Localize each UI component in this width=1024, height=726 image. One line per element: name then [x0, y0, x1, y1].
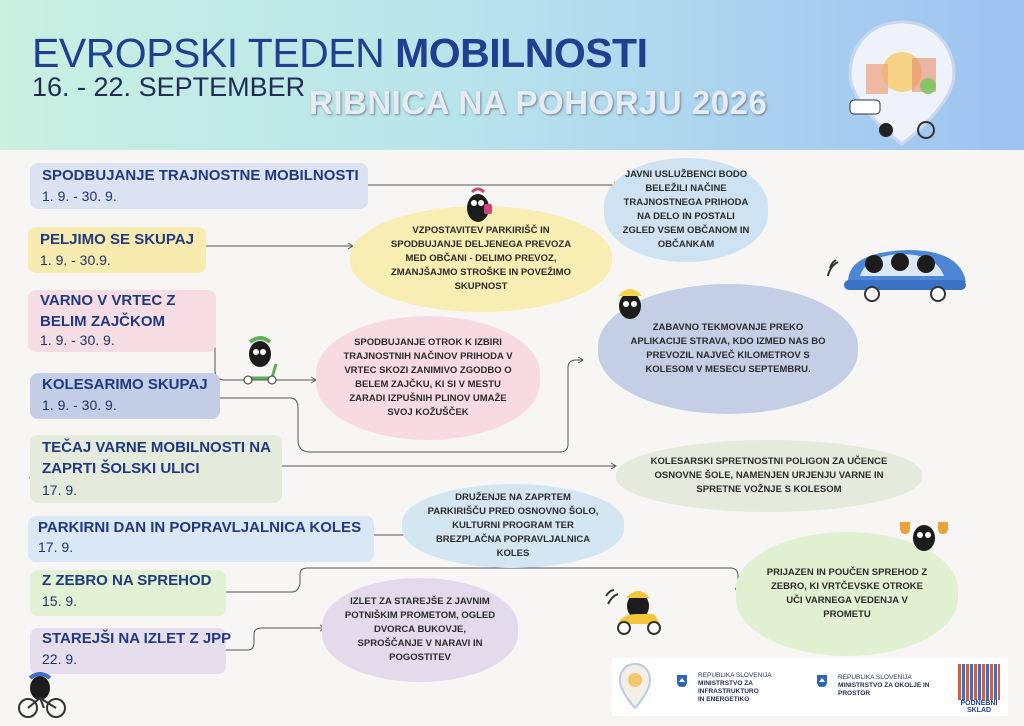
event-date: 1. 9. - 30.9. [40, 252, 111, 268]
description-bubble: ZABAVNO TEKMOVANJE PREKO APLIKACIJE STRAVA, KDO IZMED NAS BO PREVOZIL NAJVEČ KILOMETROV S KOLESOM V MESECU SEPTEMBRU. [598, 284, 858, 414]
mascot-scooter-icon [238, 334, 282, 386]
description-bubble: JAVNI USLUŽBENCI BODO BELEŽILI NAČINE TRAJNOSTNEGA PRIHODA NA DELO IN POSTALI ZGLED VSEM OBČANOM IN OBČANKAM [604, 158, 768, 262]
mascot-backpack-icon [460, 186, 498, 226]
slovenia-coat-of-arms-icon [676, 674, 688, 688]
car-with-passengers-icon [826, 236, 968, 304]
location-year: RIBNICA NA POHORJU 2026 [309, 84, 768, 121]
event-title: PELJIMO SE SKUPAJ [40, 231, 194, 248]
mascot-helmet-icon [612, 282, 648, 322]
main-title: EVROPSKI TEDEN MOBILNOSTI [32, 30, 648, 76]
event-title: VARNO V VRTEC Z BELIM ZAJČKOM [40, 292, 176, 330]
event-title: Z ZEBRO NA SPREHOD [42, 572, 212, 589]
ministry-infrastructure-logo: REPUBLIKA SLOVENIJA MINISTRSTVO ZA INFRASTRUKTURO IN ENERGETIKO [698, 672, 772, 703]
description-bubble: VZPOSTAVITEV PARKIRIŠČ IN SPODBUJANJE DELJENEGA PREVOZA MED OBČANI - DELIMO PREVOZ, ZMANJŠAJMO STROŠKE IN POVEŽIMO SKUPNOST [350, 206, 612, 312]
event-title: KOLESARIMO SKUPAJ [42, 376, 208, 393]
event-title: TEČAJ VARNE MOBILNOSTI NA ZAPRTI ŠOLSKI ULICI [42, 439, 271, 477]
event-week-dates: 16. - 22. SEPTEMBER [32, 72, 306, 102]
climate-fund-logo-pattern [958, 664, 1000, 700]
description-bubble: KOLESARSKI SPRETNOSTNI POLIGON ZA UČENCE OSNOVNE ŠOLE, NAMENJEN URJENJU VARNE IN SPRETNE VOŽNJE S KOLESOM [616, 440, 922, 512]
event-date: 15. 9. [42, 593, 78, 609]
climate-fund-logo-text: PODNEBNI SKLAD [960, 700, 998, 714]
event-date: 1. 9. - 30. 9. [42, 188, 117, 204]
slovenia-coat-of-arms-icon [816, 674, 828, 688]
event-title: STAREJŠI NA IZLET Z JPP [42, 630, 232, 647]
event-date: 17. 9. [38, 539, 74, 555]
mascot-moped-icon [604, 584, 666, 636]
event-date: 1. 9. - 30. 9. [42, 397, 117, 413]
event-title: SPODBUJANJE TRAJNOSTNE MOBILNOSTI [42, 167, 359, 184]
event-date: 22. 9. [42, 651, 78, 667]
description-bubble: DRUŽENJE NA ZAPRTEM PARKIRIŠČU PRED OSNOVNO ŠOLO, KULTURNI PROGRAM TER BREZPLAČNA POPRAVLJALNICA KOLES [402, 484, 624, 568]
campaign-pin-logo [618, 662, 652, 710]
mascot-trophy-icon [898, 514, 950, 554]
mascot-bicycle-icon [16, 672, 68, 720]
ministry-environment-logo: REPUBLIKA SLOVENIJA MINISTRSTVO ZA OKOLJE IN PROSTOR [838, 674, 930, 697]
event-date: 1. 9. - 30. 9. [40, 332, 115, 348]
event-date: 17. 9. [42, 482, 78, 498]
event-title: PARKIRNI DAN IN POPRAVLJALNICA KOLES [38, 519, 362, 536]
description-bubble: PRIJAZEN IN POUČEN SPREHOD Z ZEBRO, KI VRTČEVSKE OTROKE UČI VARNEGA VEDENJA V PROMETU [736, 532, 958, 656]
description-bubble: SPODBUJANJE OTROK K IZBIRI TRAJNOSTNIH NAČINOV PRIHODA V VRTEC SKOZI ZANIMIVO ZGODBO O BELEM ZAJČKU, KI SI V MESTU ZARADI IZPUŠNIH PLINOV UMAŽE SVOJ KOŽUŠČEK [316, 316, 540, 440]
description-bubble: IZLET ZA STAREJŠE Z JAVNIM POTNIŠKIM PROMETOM, OGLED DVORCA BUKOVJE, SPROŠČANJE V NARAVI IN POGOSTITEV [322, 578, 518, 682]
